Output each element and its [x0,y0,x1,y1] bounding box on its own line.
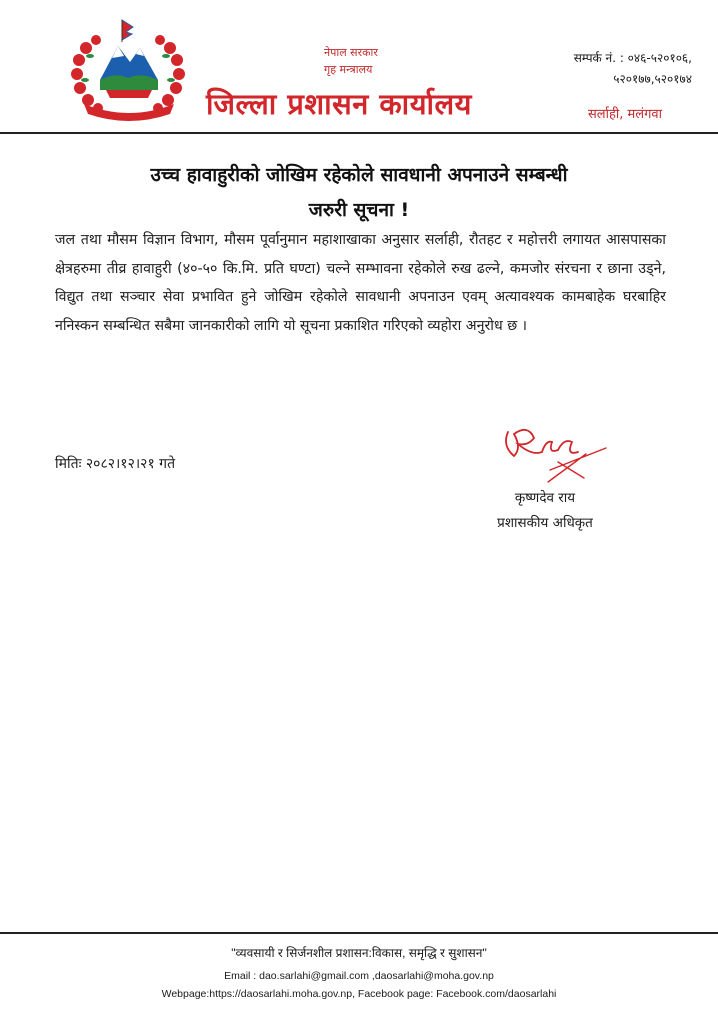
government-label: नेपाल सरकार [324,46,378,59]
contact-line-1: सम्पर्क नं. : ०४६-५२०१०६, [573,51,692,65]
header-divider [0,132,718,134]
ministry-label: गृह मन्त्रालय [324,63,373,77]
signature-mark [488,412,613,487]
contact-line-2: ५२०१७७,५२०१७४ [613,72,692,86]
footer-motto: "व्यवसायी र सिर्जनशील प्रशासन:विकास, समृद्धि र सुशासन" [231,946,487,960]
office-title: जिल्ला प्रशासन कार्यालय [206,87,473,121]
footer-email[interactable]: Email : dao.sarlahi@gmail.com ,daosarlahi@moha.gov.np [224,970,494,982]
notice-heading-line-1: उच्च हावाहुरीको जोखिम रहेकोले सावधानी अपनाउने सम्बन्धी [150,164,568,186]
signatory-name: कृष्णदेव राय [514,490,576,506]
footer [0,944,718,1000]
notice-heading-line-2: जरुरी सूचना ! [308,199,410,222]
signatory-designation: प्रशासकीय अधिकृत [497,514,593,531]
government-name [324,44,378,78]
office-location: सर्लाही, मलंगवा [587,107,662,122]
national-emblem-icon [66,18,192,122]
notice-body: जल तथा मौसम विज्ञान विभाग, मौसम पूर्वानुमान महाशाखाका अनुसार सर्लाही, रौतहट र महोत्तरी लगायत आसपासका क्षेत्रहरुमा तीव्र हावाहुरी (४०-५० कि.मि. प्रति घण्टा) चल्ने सम्भावना रहेकोले रुख ढल्ने, कमजोर संरचना र छाना उड्ने, विद्युत तथा सञ्चार सेवा प्रभावित हुने जोखिम रहेकोले सावधानी अपनाउन एवम् अत्यावश्यक कामबाहेक घरबाहिर ननिस्कन सम्बन्धित सबैमा जानकारीको लागि यो सूचना प्रकाशित गरिएको व्यहोरा अनुरोध छ । [55,232,666,335]
footer-webpage[interactable]: Webpage:https://daosarlahi.moha.gov.np, Facebook page: Facebook.com/daosarlahi [161,988,557,1000]
notice-heading [30,158,688,228]
footer-divider [0,932,718,934]
notice-date: मितिः २०८२।१२।२१ गते [55,456,176,472]
signatory-block [470,486,620,536]
contact-info [574,48,692,90]
